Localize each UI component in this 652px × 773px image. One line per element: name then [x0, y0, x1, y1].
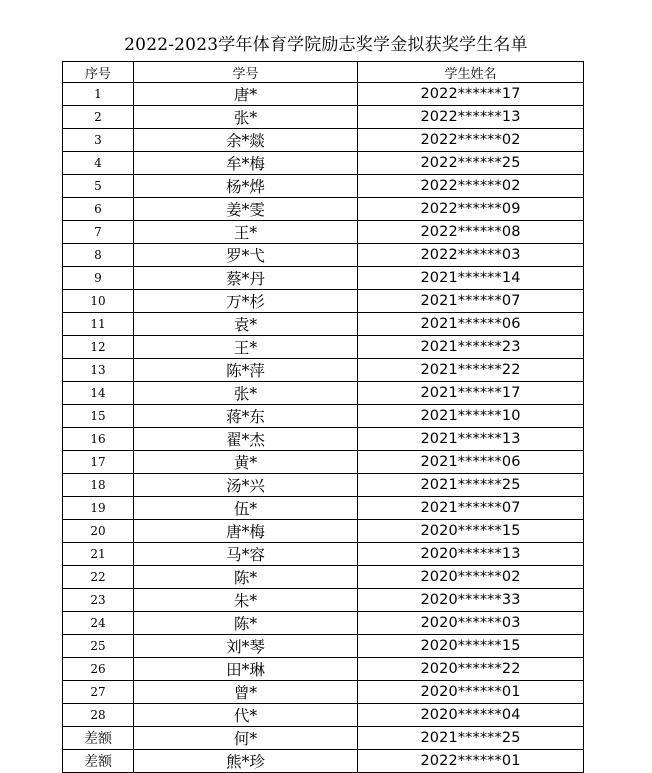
row-student-name: 蔡*丹	[134, 267, 358, 290]
table-row	[63, 129, 584, 152]
row-seq: 15	[63, 405, 134, 428]
table-row	[63, 405, 584, 428]
header-row	[63, 62, 584, 83]
row-seq: 18	[63, 474, 134, 497]
row-seq: 14	[63, 382, 134, 405]
table-row	[63, 428, 584, 451]
row-student-name: 蒋*东	[134, 405, 358, 428]
row-seq: 16	[63, 428, 134, 451]
table-row	[63, 750, 584, 773]
row-seq: 5	[63, 175, 134, 198]
row-student-number: 2022******03	[358, 244, 584, 267]
row-seq: 12	[63, 336, 134, 359]
row-student-number: 2021******07	[358, 290, 584, 313]
row-student-name: 曾*	[134, 681, 358, 704]
row-student-number: 2020******03	[358, 612, 584, 635]
row-seq: 1	[63, 83, 134, 106]
row-student-number: 2020******33	[358, 589, 584, 612]
row-seq: 3	[63, 129, 134, 152]
row-seq: 4	[63, 152, 134, 175]
row-student-name: 张*	[134, 106, 358, 129]
table-row	[63, 451, 584, 474]
row-student-number: 2022******09	[358, 198, 584, 221]
row-student-number: 2020******01	[358, 681, 584, 704]
row-seq: 7	[63, 221, 134, 244]
row-seq: 25	[63, 635, 134, 658]
row-student-number: 2022******08	[358, 221, 584, 244]
table-row	[63, 658, 584, 681]
table-row	[63, 589, 584, 612]
table-row	[63, 612, 584, 635]
table-row	[63, 221, 584, 244]
row-seq: 20	[63, 520, 134, 543]
document-title: 2022-2023学年体育学院励志奖学金拟获奖学生名单	[124, 35, 528, 55]
row-student-name: 牟*梅	[134, 152, 358, 175]
table-row	[63, 267, 584, 290]
row-student-name: 陈*	[134, 612, 358, 635]
row-student-name: 代*	[134, 704, 358, 727]
row-student-name: 伍*	[134, 497, 358, 520]
row-student-name: 唐*	[134, 83, 358, 106]
table-row	[63, 497, 584, 520]
row-seq: 2	[63, 106, 134, 129]
table-body	[63, 83, 584, 773]
row-student-name: 熊*珍	[134, 750, 358, 773]
row-seq: 6	[63, 198, 134, 221]
table-row	[63, 152, 584, 175]
row-student-name: 黄*	[134, 451, 358, 474]
row-student-name: 袁*	[134, 313, 358, 336]
row-student-name: 张*	[134, 382, 358, 405]
row-student-number: 2022******02	[358, 175, 584, 198]
row-student-number: 2021******25	[358, 727, 584, 750]
row-seq: 27	[63, 681, 134, 704]
row-student-name: 陈*萍	[134, 359, 358, 382]
table-row	[63, 244, 584, 267]
row-student-number: 2021******10	[358, 405, 584, 428]
row-student-name: 田*琳	[134, 658, 358, 681]
row-student-name: 罗*弋	[134, 244, 358, 267]
row-seq: 24	[63, 612, 134, 635]
table-row	[63, 543, 584, 566]
row-student-number: 2022******02	[358, 129, 584, 152]
row-seq: 22	[63, 566, 134, 589]
row-student-name: 马*容	[134, 543, 358, 566]
table-row	[63, 727, 584, 750]
row-student-number: 2021******14	[358, 267, 584, 290]
row-seq: 17	[63, 451, 134, 474]
table-row	[63, 382, 584, 405]
row-student-number: 2022******25	[358, 152, 584, 175]
row-student-name: 姜*雯	[134, 198, 358, 221]
row-student-number: 2022******01	[358, 750, 584, 773]
row-seq: 11	[63, 313, 134, 336]
header-student-number: 学号	[134, 62, 358, 83]
row-student-name: 刘*琴	[134, 635, 358, 658]
table-row	[63, 290, 584, 313]
row-student-number: 2021******25	[358, 474, 584, 497]
row-student-name: 陈*	[134, 566, 358, 589]
row-student-number: 2022******13	[358, 106, 584, 129]
row-seq: 10	[63, 290, 134, 313]
table-row	[63, 83, 584, 106]
header-seq: 序号	[63, 62, 134, 83]
row-seq: 13	[63, 359, 134, 382]
header-student-name: 学生姓名	[358, 62, 584, 83]
row-student-number: 2020******04	[358, 704, 584, 727]
row-seq: 23	[63, 589, 134, 612]
table-row	[63, 566, 584, 589]
row-student-name: 王*	[134, 336, 358, 359]
row-student-name: 万*杉	[134, 290, 358, 313]
row-student-number: 2021******06	[358, 451, 584, 474]
table-row	[63, 198, 584, 221]
row-student-number: 2021******22	[358, 359, 584, 382]
row-student-number: 2021******13	[358, 428, 584, 451]
row-seq: 19	[63, 497, 134, 520]
row-student-number: 2020******22	[358, 658, 584, 681]
row-seq: 9	[63, 267, 134, 290]
table-row	[63, 520, 584, 543]
table-row	[63, 313, 584, 336]
table-row	[63, 474, 584, 497]
table-row	[63, 106, 584, 129]
award-list-table	[62, 61, 584, 773]
table-row	[63, 704, 584, 727]
row-student-name: 汤*兴	[134, 474, 358, 497]
row-student-number: 2021******23	[358, 336, 584, 359]
row-student-number: 2020******15	[358, 520, 584, 543]
row-student-number: 2020******15	[358, 635, 584, 658]
row-student-name: 杨*烨	[134, 175, 358, 198]
row-seq: 差额	[63, 750, 134, 773]
row-student-number: 2022******17	[358, 83, 584, 106]
row-student-name: 翟*杰	[134, 428, 358, 451]
row-student-number: 2021******06	[358, 313, 584, 336]
table-row	[63, 635, 584, 658]
row-student-name: 朱*	[134, 589, 358, 612]
table-row	[63, 681, 584, 704]
row-student-name: 王*	[134, 221, 358, 244]
table-row	[63, 175, 584, 198]
row-seq: 28	[63, 704, 134, 727]
row-student-number: 2020******02	[358, 566, 584, 589]
row-student-name: 何*	[134, 727, 358, 750]
row-seq: 差额	[63, 727, 134, 750]
table-row	[63, 359, 584, 382]
row-student-number: 2021******07	[358, 497, 584, 520]
row-student-number: 2020******13	[358, 543, 584, 566]
row-student-name: 余*燚	[134, 129, 358, 152]
row-student-number: 2021******17	[358, 382, 584, 405]
row-seq: 21	[63, 543, 134, 566]
table-row	[63, 336, 584, 359]
table-header	[63, 62, 584, 83]
row-student-name: 唐*梅	[134, 520, 358, 543]
row-seq: 26	[63, 658, 134, 681]
row-seq: 8	[63, 244, 134, 267]
